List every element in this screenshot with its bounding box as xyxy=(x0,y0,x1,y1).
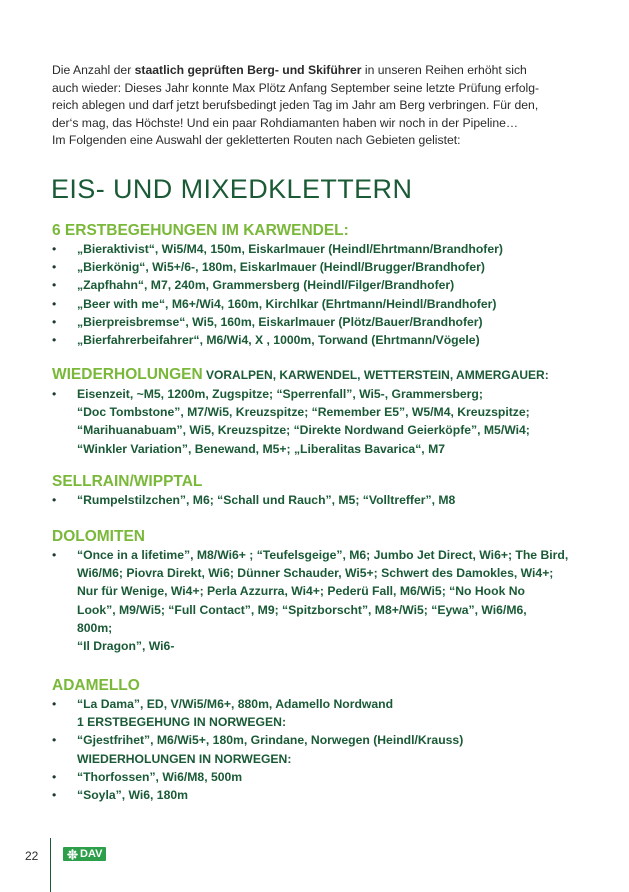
bullet: • xyxy=(52,733,57,748)
route-text: “Winkler Variation”, Benewand, M5+; „Liberalitas Bavarica“, M7 xyxy=(77,441,446,456)
bullet: • xyxy=(52,296,57,311)
section-title-main: WIEDERHOLUNGEN xyxy=(52,366,203,383)
route-text: “Il Dragon”, Wi6- xyxy=(77,639,175,654)
route-text: “La Dama”, ED, V/Wi5/M6+, 880m, Adamello Nordwand xyxy=(77,697,394,711)
intro-text-part: in unseren Reihen erhöht sich xyxy=(361,63,527,77)
intro-bold-phrase: staatlich geprüften Berg- und Skiführer xyxy=(134,63,362,77)
route-text: Eisenzeit, ~M5, 1200m, Zugspitze; “Sperrenfall”, Wi5-, Grammersberg; xyxy=(77,387,483,401)
list-item xyxy=(52,786,572,804)
section-title: DOLOMITEN xyxy=(52,528,145,545)
route-text: “Doc Tombstone”, M7/Wi5, Kreuzspitze; “Remember E5”, W5/M4, Kreuzspitze; xyxy=(77,405,530,420)
section-sellrain xyxy=(52,472,572,509)
route-list xyxy=(52,491,572,509)
route-text: “Once in a lifetime”, M8/Wi6+ ; “Teufelsgeige”, M6; Jumbo Jet Direct, Wi6+; The Bird, xyxy=(77,548,569,562)
page-number: 22 xyxy=(25,849,39,863)
bullet: • xyxy=(52,548,57,562)
list-item xyxy=(52,331,572,349)
list-item xyxy=(52,313,572,331)
route-list xyxy=(52,240,572,349)
intro-text xyxy=(52,62,562,150)
intro-line-4: der‘s mag, das Höchste! Und ein paar Rohdiamanten haben wir noch in der Pipeline… xyxy=(52,115,519,130)
route-list xyxy=(52,546,572,655)
route-text: „Bieraktivist“, Wi5/M4, 150m, Eiskarlmauer (Heindl/Ehrtmann/Brandhofer) xyxy=(77,242,503,256)
bullet: • xyxy=(52,697,57,711)
route-text: Nur für Wenige, Wi4+; Perla Azzurra, Wi4+; Pederü Fall, M6/Wi5; “No Hook No xyxy=(77,584,525,599)
intro-line-3: reich ablegen und darf jetzt berufsbedingt jeden Tag im Jahr am Berg verbringen. Für den, xyxy=(52,98,539,113)
route-text: 800m; xyxy=(77,620,113,635)
list-item xyxy=(52,731,572,767)
list-item xyxy=(52,258,572,276)
route-text: „Bierpreisbremse“, Wi5, 160m, Eiskarlmauer (Plötz/Bauer/Brandhofer) xyxy=(77,314,483,329)
list-item xyxy=(52,546,572,655)
logo-text: DAV xyxy=(80,848,103,860)
list-item xyxy=(52,295,572,313)
list-item xyxy=(52,276,572,294)
list-item xyxy=(52,768,572,786)
section-title-tail: VORALPEN, KARWENDEL, WETTERSTEIN, AMMERGAUER: xyxy=(202,368,549,382)
section-title: 6 ERSTBEGEHUNGEN IM KARWENDEL: xyxy=(52,222,349,239)
page-heading: EIS- UND MIXEDKLETTERN xyxy=(51,174,413,204)
edelweiss-icon xyxy=(67,849,78,860)
section-title: SELLRAIN/WIPPTAL xyxy=(52,473,203,490)
list-item xyxy=(52,240,572,258)
intro-text-part: Die Anzahl der xyxy=(52,63,135,77)
route-text: “Marihuanabuam”, Wi5, Kreuzspitze; “Direkte Nordwand Geierköpfe”, M5/Wi4; xyxy=(77,423,530,438)
route-text: “Gjestfrihet”, M6/Wi5+, 180m, Grindane, Norwegen (Heindl/Krauss) xyxy=(77,733,464,748)
route-text: “Rumpelstilzchen”, M6; “Schall und Rauch”, M5; “Volltreffer”, M8 xyxy=(77,493,456,507)
route-text: „Bierkönig“, Wi5+/6-, 180m, Eiskarlmauer (Heindl/Brugger/Brandhofer) xyxy=(77,260,485,275)
intro-line-2: auch wieder: Dieses Jahr konnte Max Plötz Anfang September seine letzte Prüfung erfolg- xyxy=(52,80,540,95)
intro-line-5: Im Folgenden eine Auswahl der gekletterten Routen nach Gebieten gelistet: xyxy=(52,133,461,148)
bullet: • xyxy=(52,387,57,401)
route-text: “Thorfossen”, Wi6/M8, 500m xyxy=(77,769,243,784)
section-adamello xyxy=(52,676,572,804)
bullet: • xyxy=(52,788,57,803)
bullet: • xyxy=(52,314,57,329)
intro-line-1 xyxy=(52,62,562,80)
bullet: • xyxy=(52,278,57,293)
route-list xyxy=(52,385,572,458)
section-wiederholungen xyxy=(52,365,572,458)
bullet: • xyxy=(52,333,57,348)
subheading: WIEDERHOLUNGEN IN NORWEGEN: xyxy=(77,751,292,766)
list-item xyxy=(52,491,572,509)
bullet: • xyxy=(52,493,57,507)
route-text: „Zapfhahn“, M7, 240m, Grammersberg (Heindl/Filger/Brandhofer) xyxy=(77,278,455,293)
route-text: “Soyla”, Wi6, 180m xyxy=(77,788,188,803)
bullet: • xyxy=(52,260,57,275)
list-item xyxy=(52,385,572,458)
section-dolomiten xyxy=(52,527,572,655)
route-text: Look”, M9/Wi5; “Full Contact”, M9; “Spitzborscht”, M8+/Wi5; “Eywa”, Wi6/M6, xyxy=(77,602,527,617)
subheading: 1 ERSTBEGEHUNG IN NORWEGEN: xyxy=(77,715,287,730)
list-item xyxy=(52,695,572,731)
dav-logo xyxy=(63,847,106,861)
route-text: Wi6/M6; Piovra Direkt, Wi6; Dünner Schauder, Wi5+; Schwert des Damokles, Wi4+; xyxy=(77,566,554,581)
route-text: „Bierfahrerbeifahrer“, M6/Wi4, X , 1000m, Torwand (Ehrtmann/Vögele) xyxy=(77,333,480,348)
route-list xyxy=(52,695,572,804)
route-text: „Beer with me“, M6+/Wi4, 160m, Kirchlkar (Ehrtmann/Heindl/Brandhofer) xyxy=(77,296,497,311)
bullet: • xyxy=(52,769,57,784)
section-karwendel xyxy=(52,221,572,349)
section-title xyxy=(52,365,572,385)
section-title: ADAMELLO xyxy=(52,677,140,694)
footer-divider xyxy=(50,838,51,892)
bullet: • xyxy=(52,242,57,256)
